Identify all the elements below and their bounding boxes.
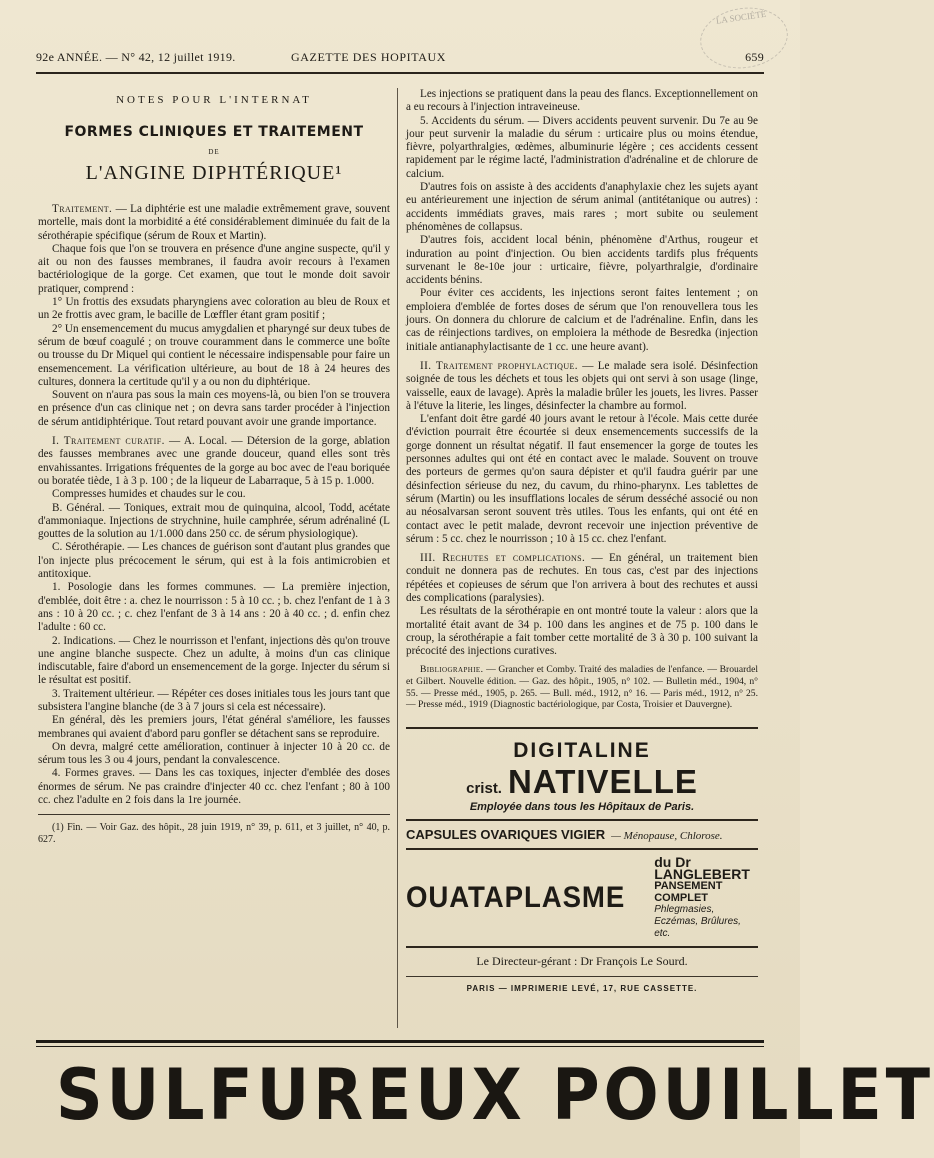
paragraph-text: B. Général. — Toniques, extrait mou de quinquina, alcool, Todd, acétate d'ammoniaque. Injections de strychnine, huile camphrée, sérum adrénaliné (L gouttes de la solution au 1/1.000 dans 250 cc. de sérum physiologique). (38, 501, 390, 541)
paragraph (406, 88, 758, 115)
issue-info: 92e ANNÉE. — N° 42, 12 juillet 1919. (36, 50, 236, 64)
paragraph-text: — A. Local. — Détersion de la gorge, ablation des fausses membranes avec une grande douceur, quand elles sont très envahissantes. Irrigations fréquentes de la gorge au boc avec de l'eau boriquée ou boratée tiède, 1 à 3 p. 100 ; de la liqueur de Labarraque, 5 à 15 p. 1.000. (38, 435, 390, 487)
paragraph-text: 2. Indications. — Chez le nourrisson et l'enfant, injections dès qu'on trouve une angine blanche suspecte. Chez un adulte, à moins d'un cas clinique indiscutable, faire d'abord un ensemencement de la gorge. Injecter du sérum si le résultat est positif. (38, 634, 390, 687)
page-header (36, 50, 764, 66)
digitaline-ad (406, 739, 758, 813)
paragraph (38, 714, 390, 741)
left-paragraphs (38, 203, 390, 807)
crist-word: crist. (466, 779, 502, 797)
paragraph-text: Les injections se pratiquent dans la peau des flancs. Exceptionnellement on a eu recours à l'injection intraveineuse. (406, 88, 758, 114)
section-heading: III. Rechutes et complications. (420, 552, 586, 565)
bibliography (406, 664, 758, 710)
paragraph (38, 389, 390, 429)
sulfureux-banner: SULFUREUX POUILLET (55, 1054, 934, 1136)
footnote-rule (38, 814, 390, 815)
rubric: NOTES POUR L'INTERNAT (116, 94, 312, 106)
bibliography-lead: Bibliographie. (420, 664, 484, 676)
uses-line: Phlegmasies, Eczémas, Brûlures, etc. (654, 903, 741, 939)
paragraph (406, 181, 758, 234)
paragraph (406, 552, 758, 605)
section-heading: II. Traitement prophylactique. (420, 359, 578, 372)
paragraph-text: 2° Un ensemencement du mucus amygdalien et pharyngé sur deux tubes de sérum de bœuf coagulé ; on trouve couramment dans le commerce une boîte ou trousse du Dr Miquel qui contient le nécessaire indispensable pour faire un ensemencement. La vérification ultérieure, au bout de 18 à 24 heures des cultures, donnera la certitude qu'il y a ou non du diphtérique. (38, 322, 390, 388)
paragraph (38, 243, 390, 296)
banner-rule-thick (36, 1040, 764, 1043)
section-heading: Traitement. (52, 203, 113, 215)
paragraph-text: 1° Un frottis des exsudats pharyngiens avec coloration au bleu de Roux et un 2e frottis avec gram, le bacille de Lœffler étant gram positif ; (38, 296, 390, 322)
paragraph-text: Compresses humides et chaudes sur le cou. (52, 488, 246, 501)
ad-rule-2 (406, 819, 758, 821)
capsules-name: CAPSULES OVARIQUES VIGIER (406, 826, 606, 842)
paragraph (38, 296, 390, 323)
banner-rule-thin (36, 1046, 764, 1047)
right-column (406, 88, 758, 993)
paragraph-text: 1. Posologie dans les formes communes. — La première injection, d'emblée, doit être : a. chez le nourrisson : 5 à 10 cc. ; b. chez l'enfant de 1 à 3 ans : 10 à 20 cc. ; c. chez l'enfant de 3 à 14 ans : 20 à 40 cc. ; d. enfin chez l'adulte : 60 cc. (38, 581, 390, 634)
paragraph (38, 488, 390, 501)
right-paragraphs (406, 88, 758, 658)
paragraph (38, 502, 390, 542)
paragraph (406, 234, 758, 287)
paragraph (406, 115, 758, 181)
capsules-ad (406, 827, 758, 842)
paragraph-text: L'enfant doit être gardé 40 jours avant le retour à l'école. Mais cette durée d'éviction pourrait être écourtée si deux ensemencements successifs de la gorge donnent un résultat négatif. Il faut ensemencer la gorge de toutes les personnes adultes qui ont été en contact avec le malade. Souvent on trouve des porteurs de germes qu'on saura dépister et qu'il faudra guérir par une désinfection sérieuse du nez, du cavum, du rhino-pharynx. Les tablettes de sérum (Martin) ou les insufflations locales de sérum desséché associé ou non au néosalvarsan seront souvent très utiles. Tous les enfants, qui ont été en contact avec le petit malade, devront recevoir une injection préventive de sérum : 5 cc. chez le nourrisson ; 10 à 15 cc. chez l'enfant. (406, 413, 758, 545)
paragraph-text: En général, dès les premiers jours, l'état général s'améliore, les fausses membranes qui avaient d'abord paru gonfler se détachent sans se reproduire. (38, 714, 390, 740)
paragraph (38, 767, 390, 807)
paragraph-text: 4. Formes graves. — Dans les cas toxiques, injecter d'emblée des doses énormes de sérum. Ne pas craindre d'injecter 40 cc. chez l'enfant ; 80 à 100 cc. chez l'adulte en 2 fois dans la 1re journée. (38, 767, 390, 807)
paragraph-text: — Le malade sera isolé. Désinfection soignée de tous les déchets et tous les objets qui ont servi à son usage (linge, vaisselle, eaux de lavage). Après la maladie brûler les jouets, les livres. Passer à l'étuve la literie, les linges, désinfecter la chambre au formol. (406, 359, 759, 412)
doctor-name: du Dr LANGLEBERT (654, 853, 750, 882)
paragraph-text: — En général, un traitement bien conduit ne donnera pas de rechutes. En tous cas, c'est par des injections répétées et copieuses de sérum que l'on arrivera à bout des rechutes et aussi des complications (paralysies). (406, 552, 758, 604)
capsules-note: — Ménopause, Chlorose. (611, 829, 723, 842)
nativelle-word: NATIVELLE (507, 762, 698, 800)
digitaline-word: DIGITALINE (513, 738, 651, 762)
director-line: Le Directeur-gérant : Dr François Le Sourd. (476, 953, 688, 968)
printer-rule (406, 976, 758, 977)
paragraph (38, 688, 390, 715)
paragraph (38, 323, 390, 389)
article-subtitle: L'ANGINE DIPHTÉRIQUE¹ (85, 162, 343, 184)
paragraph-text: 3. Traitement ultérieur. — Répéter ces doses initiales tous les jours tant que subsistera l'angine blanche (de 3 à 7 jours si cela est nécessaire). (38, 687, 390, 713)
paragraph (38, 635, 390, 688)
paragraph-text: Souvent on n'aura pas sous la main ces moyens-là, ou bien l'on se trouvera en présence d'un cas clinique net ; on devra sans tarder procéder à l'injection de sérum antidiphtérique. Tout retard pouvant avoir une grande importance. (38, 389, 390, 428)
ouataplasme-word: OUATAPLASME (406, 880, 626, 914)
paragraph (406, 360, 758, 413)
ad-rule-1 (406, 727, 758, 729)
paragraph (38, 203, 390, 243)
paragraph (38, 581, 390, 634)
paragraph (406, 413, 758, 546)
employee-line: Employée dans tous les Hôpitaux de Paris. (469, 800, 695, 813)
left-column (38, 92, 390, 846)
paragraph (38, 741, 390, 768)
journal-title: GAZETTE DES HOPITAUX (291, 50, 447, 64)
ouataplasme-ad (406, 853, 758, 940)
header-rule (36, 72, 764, 74)
ouataplasme-details (654, 853, 758, 940)
paragraph-text: Chaque fois que l'on se trouvera en présence d'une angine suspecte, qu'il y ait ou non des fausses membranes, il faudra avoir recours à l'examen bactériologique de la gorge. Cet examen, que tout le monde doit savoir pratiquer, comprend : (38, 242, 390, 295)
ad-rule-3 (406, 848, 758, 850)
paragraph-text: D'autres fois on assiste à des accidents d'anaphylaxie chez les sujets ayant eu antérieurement une injection de sérum animal (antitétanique ou autres) : accidents immédiats graves, mais rares ; mort subite ou seulement phénomènes de collapsus. (406, 181, 758, 233)
printer-line: PARIS — IMPRIMERIE LEVÉ, 17, RUE CASSETTE. (466, 983, 698, 993)
pansement-line: PANSEMENT COMPLET (654, 879, 723, 904)
section-heading: I. Traitement curatif. (52, 435, 165, 448)
column-divider (397, 88, 398, 1028)
article-title: FORMES CLINIQUES ET TRAITEMENT (64, 124, 364, 140)
title-de: DE (208, 148, 220, 156)
paragraph (38, 435, 390, 488)
paragraph-text: Les résultats de la sérothérapie en ont montré toute la valeur : alors que la mortalité était avant de 34 p. 100 dans les angines et de 75 p. 100 dans le croup, la sérothérapie a fait tomber cette mortalité de 3 à 30 p. 100 suivant la précocité des injections curatives. (406, 605, 758, 658)
stamp-text: LA SOCIÉTÉ (715, 8, 767, 26)
paragraph (406, 605, 758, 658)
paragraph-text: D'autres fois, accident local bénin, phénomène d'Arthus, rougeur et induration au point d'injection. Ou bien accidents tardifs plus fréquents survenant le 8e-10e jour : urticaire, fièvre, polyarthralgie, d'ordinaire accidents bénins. (406, 234, 758, 287)
paragraph-text: — La diphtérie est une maladie extrêmement grave, souvent mortelle, mais dont la morbidité a été considérablement diminuée du fait de la sérothérapie spécifique (sérum de Roux et Martin). (38, 203, 390, 242)
page-number: 659 (745, 50, 764, 64)
ad-rule-4 (406, 946, 758, 948)
paragraph-text: Pour éviter ces accidents, les injections seront faites lentement ; on emploiera d'emblée de fortes doses de sérum que l'on renouvellera tous les jours. On donnera du chlorure de calcium et de l'adrénaline. Enfin, dans les cas de réinjections tardives, on emploiera la méthode de Besredka (injection initiale antianaphylactisante de 1 cc. une heure avant). (406, 287, 758, 353)
footnote: (1) Fin. — Voir Gaz. des hôpit., 28 juin 1919, n° 39, p. 611, et 3 juillet, n° 40, p. 627. (38, 822, 390, 846)
paragraph (38, 541, 390, 581)
bibliography-text: — Grancher et Comby. Traité des maladies de l'enfance. — Brouardel et Gilbert. Nouvelle édition. — Gaz. des hôpit., 1905, n° 102. — Bulletin méd., 1904, n° 55. — Presse méd., 1905, p. 265. — Bull. méd., 1912, n° 16. — Paris méd., 1912, n° 25. — Presse méd., 1919 (Diagnostic bactériologique, par Costa, Troisier et Dauvergne). (406, 664, 758, 711)
paragraph-text: C. Sérothérapie. — Les chances de guérison sont d'autant plus grandes que l'on injecte plus précocement le sérum, qui est à la fois antimicrobien et antitoxique. (38, 541, 390, 581)
paragraph (406, 287, 758, 353)
paragraph-text: 5. Accidents du sérum. — Divers accidents peuvent survenir. Du 7e au 9e jour peut survenir la maladie du sérum : urticaire plus ou moins étendue, fièvre, polyarthralgies, œdèmes, albuminurie légère ; ces accidents cessent rapidement par le régime lacté, l'administration d'adrénaline et de chlorure de calcium. (406, 114, 758, 180)
paragraph-text: On devra, malgré cette amélioration, continuer à injecter 10 à 20 cc. de sérum tous les 3 ou 4 jours, pendant la convalescence. (38, 740, 390, 767)
